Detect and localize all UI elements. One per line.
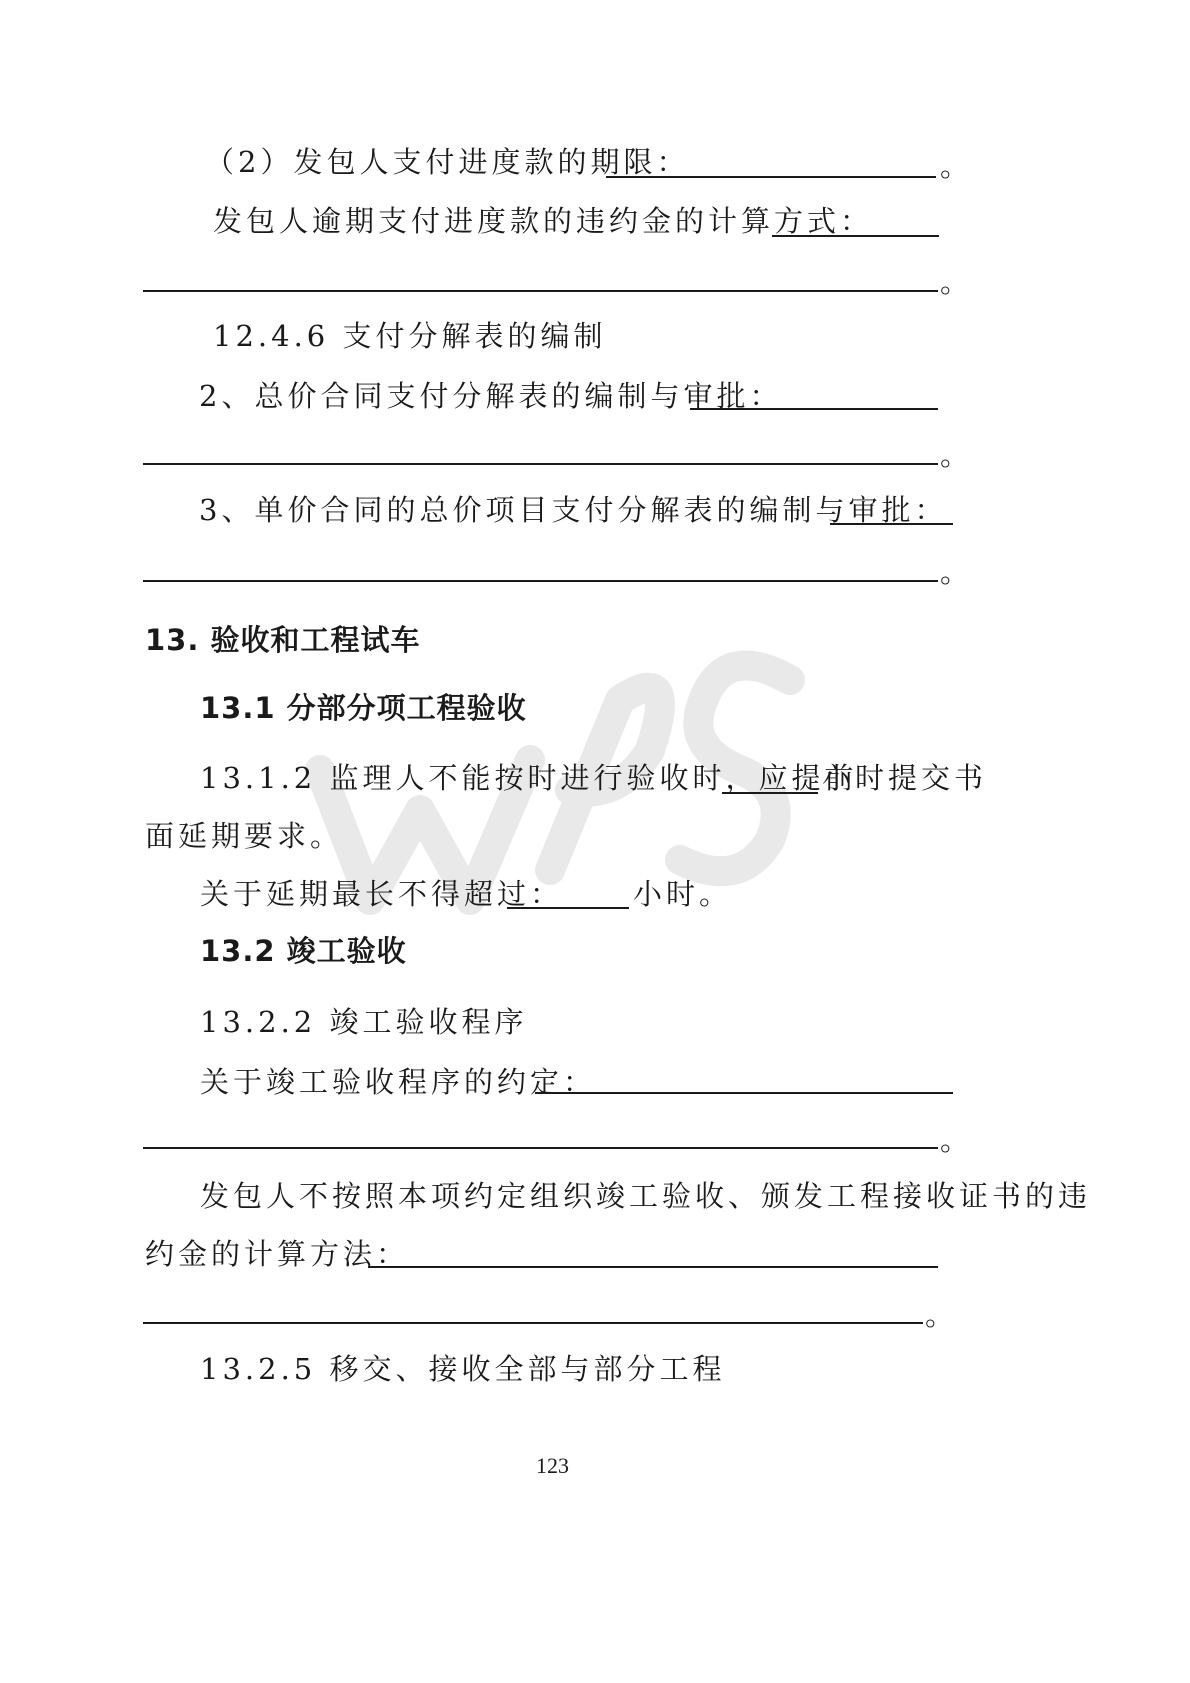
lump-sum-schedule-label: 2、总价合同支付分解表的编制与审批： — [199, 379, 783, 413]
payment-deadline-label: （2）发包人支付进度款的期限： — [205, 145, 690, 179]
acceptance-penalty-text: 发包人不按照本项约定组织竣工验收、颁发工程接收证书的违 — [200, 1179, 1092, 1213]
unit-price-schedule-label: 3、单价合同的总价项目支付分解表的编制与审批： — [199, 493, 948, 527]
acceptance-penalty-blank-1[interactable] — [368, 1266, 938, 1268]
acceptance-procedure-blank-2[interactable] — [143, 1147, 938, 1149]
section-13-2-5-heading: 13.2.5 移交、接收全部与部分工程 — [200, 1352, 726, 1386]
lump-sum-schedule-blank-2[interactable] — [143, 463, 938, 465]
period-mark: 。 — [940, 265, 970, 299]
payment-deadline-blank[interactable] — [606, 176, 936, 178]
period-mark: 。 — [925, 1298, 955, 1332]
late-payment-penalty-blank-1[interactable] — [772, 235, 939, 237]
acceptance-procedure-label: 关于竣工验收程序的约定： — [200, 1065, 597, 1099]
period-mark: 。 — [940, 1123, 970, 1157]
section-12-4-6-heading: 12.4.6 支付分解表的编制 — [213, 319, 607, 353]
late-payment-penalty-label: 发包人逾期支付进度款的违约金的计算方式： — [213, 204, 874, 238]
unit-price-schedule-blank-2[interactable] — [143, 580, 938, 582]
acceptance-penalty-blank-2[interactable] — [143, 1322, 923, 1324]
period-mark: 。 — [940, 438, 970, 472]
page-number: 123 — [536, 1453, 569, 1478]
section-13-1-heading: 13.1 分部分项工程验收 — [200, 691, 527, 725]
section-13-1-2-text-end: 小时提交书 — [822, 761, 988, 795]
section-13-2-2-heading: 13.2.2 竣工验收程序 — [200, 1005, 528, 1039]
max-delay-blank[interactable] — [507, 907, 629, 909]
section-13-1-2-continuation: 面延期要求。 — [145, 819, 344, 853]
acceptance-procedure-blank-1[interactable] — [535, 1092, 953, 1094]
unit-price-schedule-blank-1[interactable] — [830, 523, 953, 525]
advance-hours-blank[interactable] — [722, 792, 818, 794]
section-13-1-2-text: 13.1.2 监理人不能按时进行验收时，应提前 — [200, 761, 858, 795]
acceptance-penalty-label: 约金的计算方法： — [145, 1237, 410, 1271]
lump-sum-schedule-blank-1[interactable] — [690, 408, 938, 410]
section-13-2-heading: 13.2 竣工验收 — [200, 934, 407, 968]
max-delay-label: 关于延期最长不得超过： — [200, 877, 564, 911]
late-payment-penalty-blank-2[interactable] — [143, 290, 938, 292]
period-mark: 。 — [940, 555, 970, 589]
max-delay-unit: 小时。 — [633, 877, 733, 911]
section-13-heading: 13. 验收和工程试车 — [145, 623, 421, 657]
period-mark: 。 — [940, 149, 970, 183]
